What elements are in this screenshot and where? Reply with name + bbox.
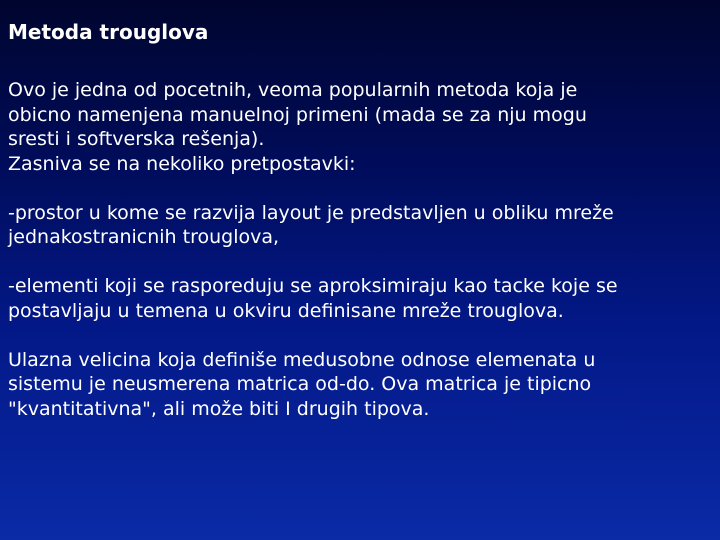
- text-line: Zasniva se na nekoliko pretpostavki:: [8, 152, 356, 175]
- paragraph-spacer: [8, 176, 714, 201]
- paragraph-spacer: [8, 250, 714, 275]
- text-line: Ulazna velicina koja definiše medusobne odnose elemenata u: [8, 348, 596, 371]
- text-line: jednakostranicnih trouglova,: [8, 226, 280, 248]
- text-line: postavljaju u temena u okviru definisane mreže trouglova.: [8, 299, 564, 322]
- paragraph-assumption-grid: [8, 201, 714, 250]
- slide-body: [8, 78, 714, 421]
- text-line: -prostor u kome se razvija layout je predstavljen u obliku mreže: [8, 201, 614, 224]
- text-line: sresti i softverska rešenja).: [8, 128, 265, 150]
- paragraph-input-matrix: [8, 348, 714, 422]
- paragraph-assumption-points: [8, 274, 714, 323]
- slide-title: Metoda trouglova: [8, 20, 209, 44]
- text-line: -elementi koji se rasporeduju se aproksimiraju kao tacke koje se: [8, 275, 618, 297]
- text-line: "kvantitativna", ali može biti I drugih tipova.: [8, 397, 430, 420]
- text-line: obicno namenjena manuelnoj primeni (mada se za nju mogu: [8, 103, 587, 126]
- text-line: Ovo je jedna od pocetnih, veoma popularnih metoda koja je: [8, 79, 578, 101]
- paragraph-intro: [8, 78, 714, 176]
- text-line: sistemu je neusmerena matrica od-do. Ova matrica je tipicno: [8, 373, 592, 395]
- paragraph-spacer: [8, 323, 714, 348]
